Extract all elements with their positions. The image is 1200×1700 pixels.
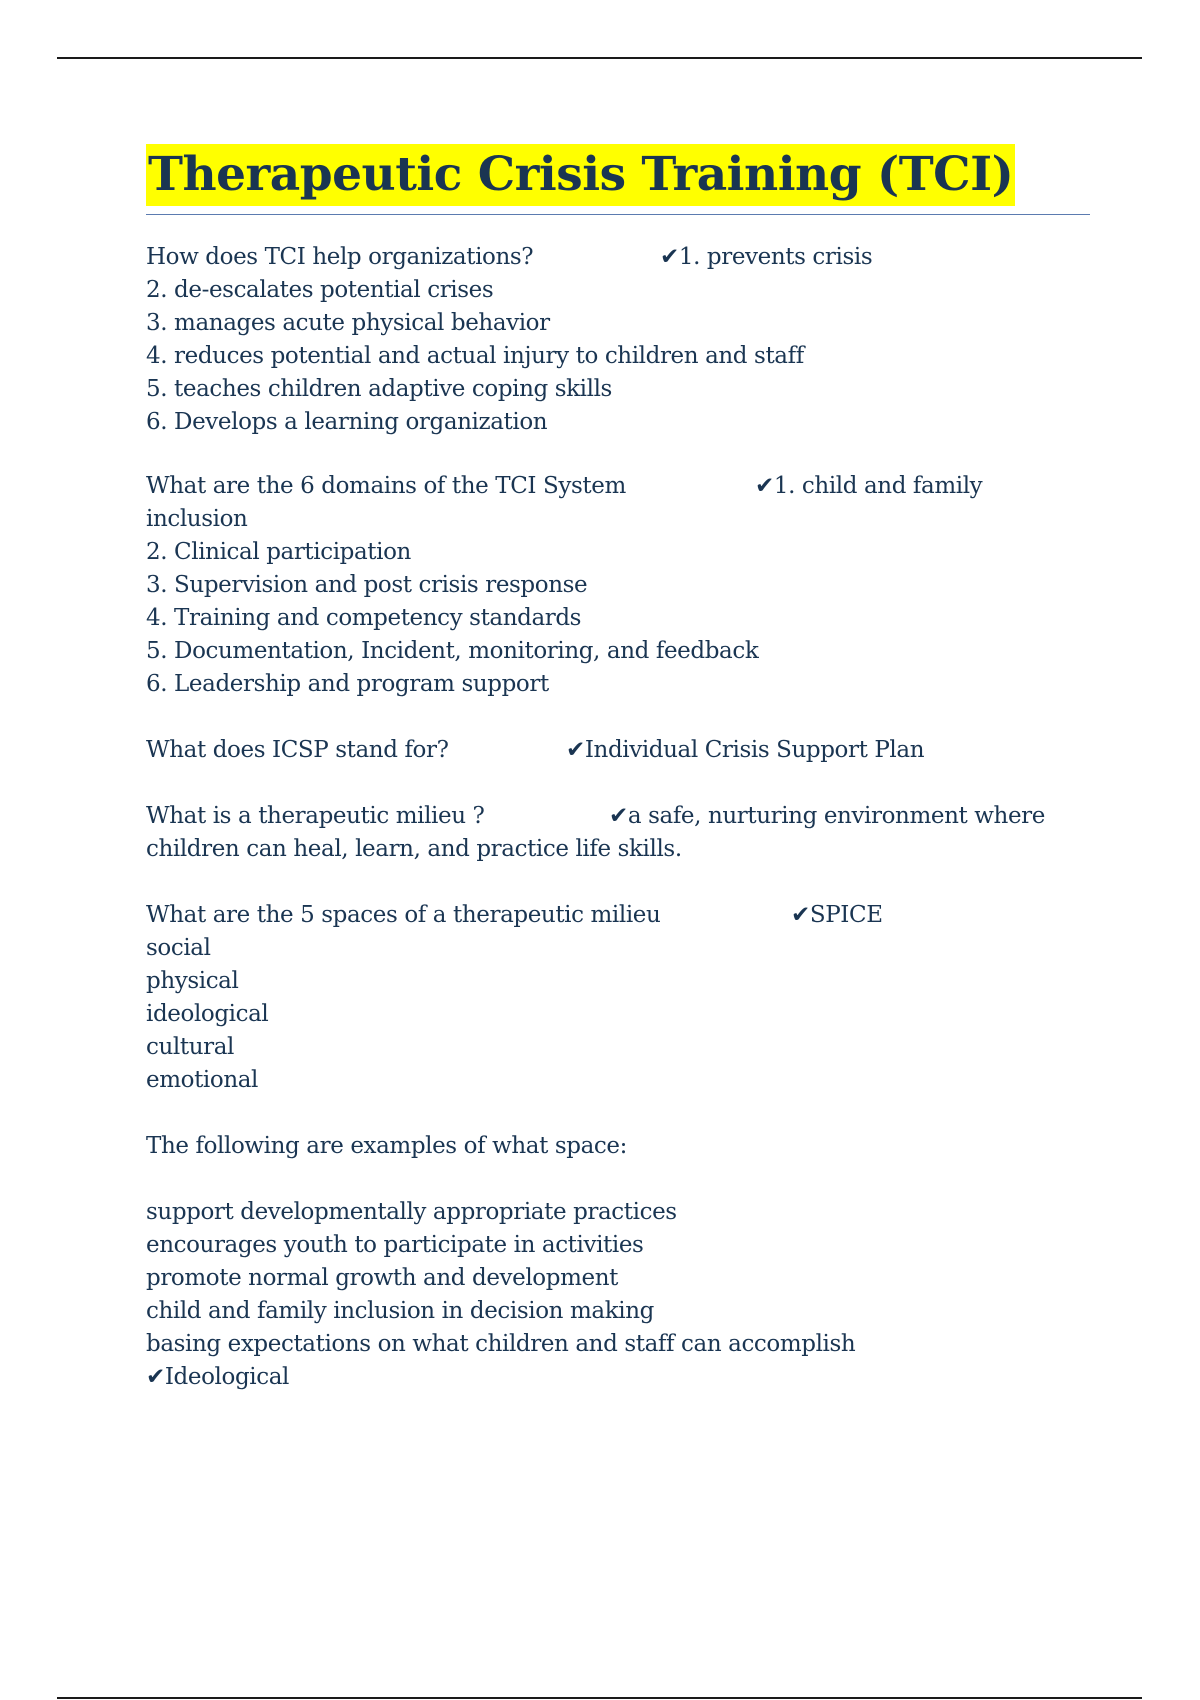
card-answer: 1. child and family [773, 473, 983, 499]
card-question-line: The following are examples of what space: [146, 1133, 627, 1159]
card-first-line [146, 899, 1090, 932]
flashcard [146, 899, 1090, 1097]
card-answer-line: children can heal, learn, and practice life skills. [146, 836, 682, 862]
card-question: How does TCI help organizations? [146, 244, 534, 270]
title-block [146, 144, 1090, 214]
flashcard [146, 470, 1090, 701]
card-question-line [146, 1163, 1090, 1196]
card-question: What are the 6 domains of the TCI System [146, 473, 626, 499]
checkmark-icon: ✔ [660, 244, 679, 270]
card-question-line: promote normal growth and development [146, 1265, 618, 1291]
card-answer-line: 3. Supervision and post crisis response [146, 572, 588, 598]
card-question: What is a therapeutic milieu ? [146, 803, 485, 829]
card-answer: SPICE [809, 902, 883, 928]
document-title: Therapeutic Crisis Training (TCI) [146, 144, 1015, 206]
card-question: What are the 5 spaces of a therapeutic milieu [146, 902, 661, 928]
card-first-line [146, 241, 1090, 274]
card-answer: a safe, nurturing environment where [627, 803, 1045, 829]
card-answer-line: 4. reduces potential and actual injury to children and staff [146, 343, 804, 369]
card-question-line: support developmentally appropriate practices [146, 1199, 677, 1225]
card-answer-line: 2. de-escalates potential crises [146, 277, 494, 303]
document-body [146, 144, 1090, 1390]
checkmark-icon: ✔ [755, 473, 774, 499]
flashcard [146, 734, 1090, 767]
card-question-line: encourages youth to participate in activities [146, 1232, 644, 1258]
card-question: What does ICSP stand for? [146, 737, 449, 763]
card-answer-line: 3. manages acute physical behavior [146, 310, 550, 336]
card-answer-line: cultural [146, 1034, 234, 1060]
flashcard [146, 241, 1090, 439]
card-answer: Individual Crisis Support Plan [584, 737, 925, 763]
card-answer: 1. prevents crisis [678, 244, 873, 270]
checkmark-icon: ✔ [146, 1364, 165, 1390]
card-answer-line: 6. Develops a learning organization [146, 409, 548, 435]
checkmark-icon: ✔ [791, 902, 810, 928]
card-answer-line: social [146, 935, 211, 961]
flashcard-list [146, 241, 1090, 1427]
card-answer-line: 4. Training and competency standards [146, 605, 582, 631]
page-bottom-rule [57, 1697, 1142, 1699]
card-first-line [146, 800, 1090, 833]
card-answer-line: physical [146, 968, 239, 994]
card-answer-line: inclusion [146, 506, 248, 532]
card-answer-line: ideological [146, 1001, 269, 1027]
card-answer: Ideological [164, 1364, 289, 1390]
title-underline [146, 214, 1090, 215]
card-question-line: child and family inclusion in decision making [146, 1298, 654, 1324]
page-top-rule [57, 57, 1142, 59]
card-answer-line: 5. Documentation, Incident, monitoring, and feedback [146, 638, 759, 664]
flashcard [146, 800, 1090, 866]
card-first-line [146, 1361, 1090, 1394]
card-answer-line: 6. Leadership and program support [146, 671, 549, 697]
flashcard [146, 1130, 1090, 1394]
checkmark-icon: ✔ [609, 803, 628, 829]
card-first-line [146, 470, 1090, 503]
checkmark-icon: ✔ [566, 737, 585, 763]
card-answer-line: emotional [146, 1067, 258, 1093]
card-answer-line: 2. Clinical participation [146, 539, 411, 565]
card-answer-line: 5. teaches children adaptive coping skills [146, 376, 612, 402]
card-first-line [146, 734, 1090, 767]
card-question-line: basing expectations on what children and staff can accomplish [146, 1331, 856, 1357]
